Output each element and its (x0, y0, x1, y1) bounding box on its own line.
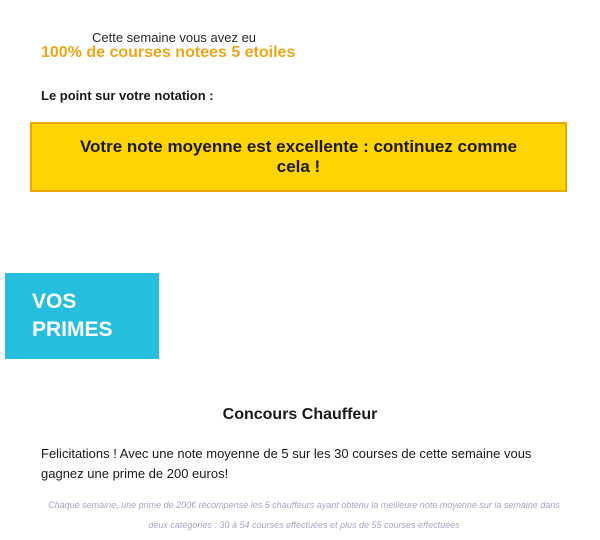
contest-body: Felicitations ! Avec une note moyenne de 5 sur les 30 courses de cette semaine vous gagnez une prime de 200 euros! (41, 446, 532, 481)
week-highlight-text: 100% de courses notees 5 etoiles (41, 44, 296, 61)
rating-message: Votre note moyenne est excellente : continuez comme cela ! (79, 137, 518, 176)
week-intro-text: Cette semaine vous avez eu (92, 30, 257, 45)
primes-banner (5, 273, 159, 359)
contest-title: Concours Chauffeur (222, 406, 378, 423)
contest-footnote: Chaque semaine, une prime de 200€ récompense les 5 chauffeurs ayant obtenu la meilleure note moyenne sur la semaine dans deux catégories : 30 à 54 courses effectuées et plus de 55 courses effectuées (48, 500, 560, 530)
rating-heading: Le point sur votre notation : (41, 88, 214, 103)
rating-message-box (30, 122, 567, 192)
primes-banner-title: VOS PRIMES (32, 290, 113, 341)
